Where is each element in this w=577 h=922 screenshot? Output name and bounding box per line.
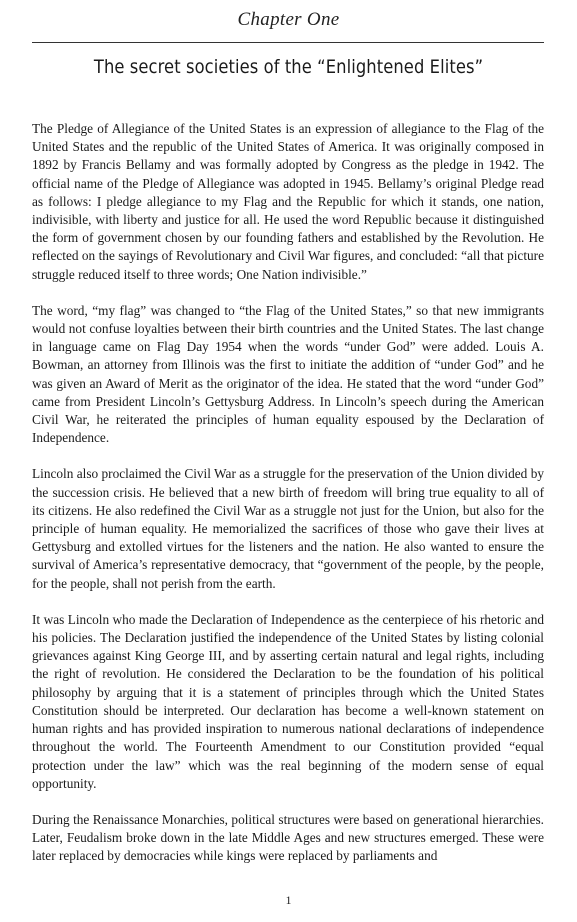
paragraph: The Pledge of Allegiance of the United States is an expression of allegiance to the Flag of the United States and the republic of the United States of America. It was originally composed in 1892 by Francis Bellamy and was formally adopted by Congress as the pledge in 1942. The official name of the Pledge of Allegiance was adopted in 1945. Bellamy’s original Pledge read as follows: I pledge allegiance to my Flag and the Republic for which it stands, one nation, indivisible, with liberty and justice for all. He used the word Republic because it distinguished the form of government chosen by our founding fathers and established by the Revolution. He reflected on the sayings of Revolutionary and Civil War figures, and concluded: “all that picture struggle reduced itself to three words; One Nation indivisible.”: [32, 121, 544, 282]
page-number: 1: [285, 893, 292, 907]
paragraph: During the Renaissance Monarchies, political structures were based on generational hierarchies. Later, Feudalism broke down in the late Middle Ages and new structures emerged. These were later replaced by democracies while kings were replaced by parliaments and: [32, 811, 544, 864]
running-head: Chapter One: [237, 9, 340, 30]
paragraph: Lincoln also proclaimed the Civil War as a struggle for the preservation of the Union divided by the succession crisis. He believed that a new birth of freedom will bring true equality to all of its citizens. He also redefined the Civil War as a struggle not just for the Union, but also for the principle of human equality. He memorialized the sacrifices of those who gave their lives at Gettysburg and extolled virtues for the listeners and the nation. He also wanted to ensure the survival of America’s representative democracy, that “government of the people, by the people, for the people, shall not perish from the earth.: [32, 466, 544, 591]
header-rule: [32, 42, 544, 43]
chapter-title: The secret societies of the “Enlightened Elites”: [93, 56, 484, 78]
paragraph: The word, “my flag” was changed to “the Flag of the United States,” so that new immigrants would not confuse loyalties between their birth countries and the United States. The last change in language came on Flag Day 1954 when the words “under God” were added. Louis A. Bowman, an attorney from Illinois was the first to initiate the addition of “under God” and he was given an Award of Merit as the originator of the idea. He stated that the word “under God” came from President Lincoln’s Gettysburg Address. In Lincoln’s speech during the American Civil War, he reiterated the principles of human equality espoused by the Declaration of Independence.: [32, 302, 544, 446]
paragraph: It was Lincoln who made the Declaration of Independence as the centerpiece of his rhetoric and his policies. The Declaration justified the independence of the United States by listing colonial grievances against King George III, and by asserting certain natural and legal rights, including the right of revolution. He considered the Declaration to be the foundation of his political philosophy by arguing that it is a statement of principles through which the United States Constitution should be interpreted. Our declaration has become a well-known statement on human rights and has provided inspiration to numerous national declarations of independence throughout the world. The Fourteenth Amendment to our Constitution provided “equal protection under the law” which was the real beginning of the modern sense of equal opportunity.: [32, 611, 544, 791]
body-text: [32, 120, 544, 884]
